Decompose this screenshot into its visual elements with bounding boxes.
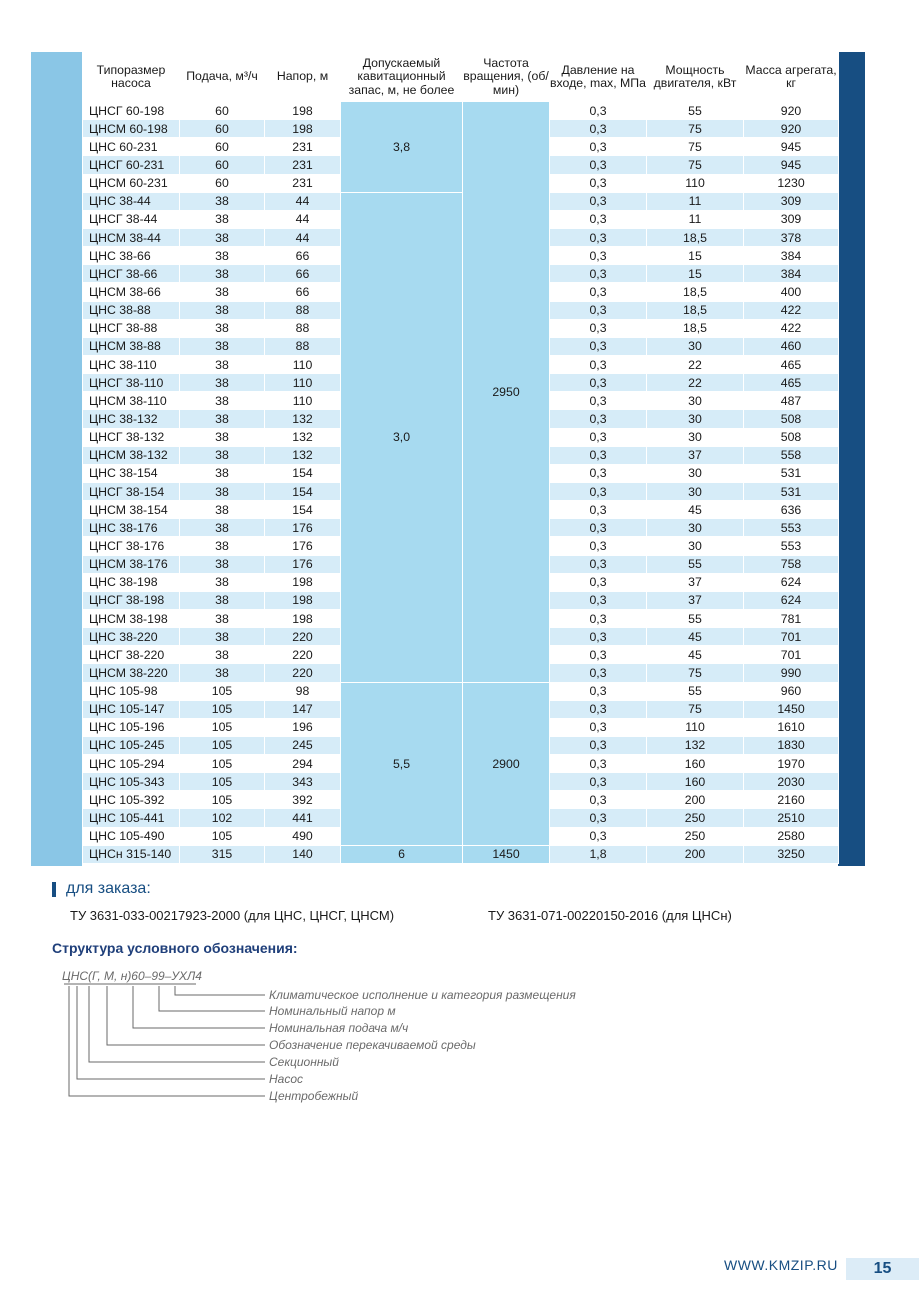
cell-inlet-pressure: 0,3 <box>550 809 647 827</box>
cell-head: 110 <box>265 392 341 410</box>
cell-model: ЦНС 105-294 <box>83 755 180 773</box>
cell-motor-power: 18,5 <box>647 301 744 319</box>
cell-model: ЦНСГ 38-198 <box>83 591 180 609</box>
spec-reference-2: ТУ 3631-071-00220150-2016 (для ЦНСн) <box>488 908 732 923</box>
cell-motor-power: 18,5 <box>647 228 744 246</box>
structure-item: Центробежный <box>269 1089 359 1103</box>
cell-flow: 105 <box>180 791 265 809</box>
cell-inlet-pressure: 0,3 <box>550 319 647 337</box>
cell-mass: 624 <box>744 591 839 609</box>
cell-head: 66 <box>265 247 341 265</box>
cell-model: ЦНСМ 38-176 <box>83 555 180 573</box>
cell-mass: 2160 <box>744 791 839 809</box>
cell-model: ЦНС 105-98 <box>83 682 180 700</box>
cell-head: 220 <box>265 646 341 664</box>
cell-motor-power: 18,5 <box>647 283 744 301</box>
cell-motor-power: 15 <box>647 265 744 283</box>
cell-flow: 315 <box>180 845 265 863</box>
cell-mass: 384 <box>744 265 839 283</box>
cell-inlet-pressure: 0,3 <box>550 682 647 700</box>
structure-item: Насос <box>269 1072 304 1086</box>
cell-motor-power: 200 <box>647 791 744 809</box>
cell-motor-power: 11 <box>647 210 744 228</box>
header-motor-power: Мощность двигателя, кВт <box>647 53 744 102</box>
cell-inlet-pressure: 0,3 <box>550 410 647 428</box>
cell-model: ЦНС 38-132 <box>83 410 180 428</box>
cell-inlet-pressure: 0,3 <box>550 138 647 156</box>
cell-flow: 60 <box>180 138 265 156</box>
cell-head: 154 <box>265 501 341 519</box>
cell-model: ЦНСМ 38-88 <box>83 337 180 355</box>
cell-inlet-pressure: 0,3 <box>550 283 647 301</box>
cell-motor-power: 11 <box>647 192 744 210</box>
cell-head: 44 <box>265 192 341 210</box>
structure-item: Номинальный напор м <box>269 1004 396 1018</box>
cell-model: ЦНС 38-88 <box>83 301 180 319</box>
cell-motor-power: 18,5 <box>647 319 744 337</box>
cell-flow: 38 <box>180 519 265 537</box>
cell-mass: 400 <box>744 283 839 301</box>
cell-flow: 38 <box>180 464 265 482</box>
cell-head: 231 <box>265 156 341 174</box>
cell-motor-power: 250 <box>647 809 744 827</box>
cell-motor-power: 55 <box>647 682 744 700</box>
cell-flow: 38 <box>180 337 265 355</box>
cell-model: ЦНСГ 38-154 <box>83 482 180 500</box>
cell-inlet-pressure: 0,3 <box>550 646 647 664</box>
structure-item: Климатическое исполнение и категория размещения <box>269 988 576 1002</box>
cell-flow: 105 <box>180 827 265 845</box>
cell-flow: 38 <box>180 247 265 265</box>
cell-inlet-pressure: 0,3 <box>550 102 647 120</box>
cell-mass: 1830 <box>744 736 839 754</box>
cell-head: 343 <box>265 773 341 791</box>
cell-model: ЦНС 105-147 <box>83 700 180 718</box>
header-head: Напор, м <box>265 53 341 102</box>
cell-model: ЦНС 38-110 <box>83 355 180 373</box>
cell-mass: 1450 <box>744 700 839 718</box>
cell-head: 154 <box>265 482 341 500</box>
cell-npsh: 3,8 <box>341 102 463 193</box>
cell-flow: 38 <box>180 428 265 446</box>
cell-mass: 945 <box>744 138 839 156</box>
cell-flow: 60 <box>180 120 265 138</box>
cell-head: 88 <box>265 319 341 337</box>
cell-mass: 701 <box>744 628 839 646</box>
cell-flow: 38 <box>180 265 265 283</box>
cell-flow: 38 <box>180 609 265 627</box>
cell-mass: 624 <box>744 573 839 591</box>
cell-mass: 508 <box>744 410 839 428</box>
cell-model: ЦНСГ 38-44 <box>83 210 180 228</box>
cell-flow: 60 <box>180 174 265 192</box>
cell-inlet-pressure: 0,3 <box>550 664 647 682</box>
cell-inlet-pressure: 0,3 <box>550 537 647 555</box>
cell-inlet-pressure: 0,3 <box>550 718 647 736</box>
cell-flow: 38 <box>180 228 265 246</box>
cell-inlet-pressure: 0,3 <box>550 827 647 845</box>
cell-flow: 38 <box>180 664 265 682</box>
header-model: Типоразмер насоса <box>83 53 180 102</box>
cell-motor-power: 22 <box>647 355 744 373</box>
cell-motor-power: 22 <box>647 374 744 392</box>
table-row <box>83 102 839 120</box>
website-link[interactable]: WWW.KMZIP.RU <box>724 1257 838 1273</box>
cell-mass: 422 <box>744 301 839 319</box>
cell-model: ЦНСМ 38-110 <box>83 392 180 410</box>
cell-head: 176 <box>265 537 341 555</box>
cell-flow: 105 <box>180 755 265 773</box>
cell-mass: 781 <box>744 609 839 627</box>
cell-mass: 531 <box>744 464 839 482</box>
cell-inlet-pressure: 0,3 <box>550 174 647 192</box>
cell-inlet-pressure: 0,3 <box>550 482 647 500</box>
cell-motor-power: 75 <box>647 664 744 682</box>
header-rpm: Частота вращения, (об/мин) <box>463 53 550 102</box>
cell-motor-power: 250 <box>647 827 744 845</box>
cell-inlet-pressure: 0,3 <box>550 464 647 482</box>
cell-mass: 3250 <box>744 845 839 863</box>
cell-model: ЦНС 105-196 <box>83 718 180 736</box>
cell-head: 66 <box>265 265 341 283</box>
cell-mass: 378 <box>744 228 839 246</box>
cell-mass: 920 <box>744 102 839 120</box>
cell-inlet-pressure: 0,3 <box>550 210 647 228</box>
structure-item: Номинальная подача м/ч <box>269 1021 409 1035</box>
cell-head: 132 <box>265 446 341 464</box>
cell-head: 198 <box>265 102 341 120</box>
cell-motor-power: 75 <box>647 156 744 174</box>
cell-mass: 558 <box>744 446 839 464</box>
cell-motor-power: 110 <box>647 718 744 736</box>
cell-motor-power: 75 <box>647 120 744 138</box>
cell-model: ЦНСМ 38-198 <box>83 609 180 627</box>
cell-rpm: 1450 <box>463 845 550 863</box>
cell-mass: 508 <box>744 428 839 446</box>
cell-head: 110 <box>265 374 341 392</box>
cell-mass: 553 <box>744 537 839 555</box>
cell-motor-power: 160 <box>647 755 744 773</box>
cell-mass: 960 <box>744 682 839 700</box>
cell-model: ЦНС 38-220 <box>83 628 180 646</box>
cell-npsh: 3,0 <box>341 192 463 682</box>
cell-mass: 531 <box>744 482 839 500</box>
cell-model: ЦНС 38-176 <box>83 519 180 537</box>
cell-model: ЦНСМ 38-44 <box>83 228 180 246</box>
cell-inlet-pressure: 0,3 <box>550 428 647 446</box>
table-row <box>83 845 839 863</box>
cell-model: ЦНС 38-44 <box>83 192 180 210</box>
header-npsh: Допускаемый кавитационный запас, м, не более <box>341 53 463 102</box>
cell-model: ЦНСГ 38-110 <box>83 374 180 392</box>
cell-head: 220 <box>265 664 341 682</box>
cell-model: ЦНС 38-198 <box>83 573 180 591</box>
cell-motor-power: 55 <box>647 102 744 120</box>
cell-head: 245 <box>265 736 341 754</box>
cell-motor-power: 37 <box>647 573 744 591</box>
leader-lines <box>69 986 265 1096</box>
page-number: 15 <box>846 1258 919 1280</box>
cell-motor-power: 30 <box>647 519 744 537</box>
cell-motor-power: 75 <box>647 700 744 718</box>
spec-reference-1: ТУ 3631-033-00217923-2000 (для ЦНС, ЦНСГ, ЦНСМ) <box>70 908 395 923</box>
cell-inlet-pressure: 0,3 <box>550 573 647 591</box>
cell-head: 154 <box>265 464 341 482</box>
cell-model: ЦНСМ 60-231 <box>83 174 180 192</box>
cell-mass: 2510 <box>744 809 839 827</box>
cell-model: ЦНС 105-490 <box>83 827 180 845</box>
cell-inlet-pressure: 0,3 <box>550 337 647 355</box>
cell-motor-power: 110 <box>647 174 744 192</box>
cell-model: ЦНС 105-343 <box>83 773 180 791</box>
cell-motor-power: 160 <box>647 773 744 791</box>
cell-flow: 38 <box>180 573 265 591</box>
cell-head: 132 <box>265 410 341 428</box>
cell-model: ЦНСГ 60-198 <box>83 102 180 120</box>
cell-model: ЦНС 105-245 <box>83 736 180 754</box>
cell-inlet-pressure: 1,8 <box>550 845 647 863</box>
cell-motor-power: 37 <box>647 446 744 464</box>
cell-head: 147 <box>265 700 341 718</box>
cell-head: 490 <box>265 827 341 845</box>
cell-head: 140 <box>265 845 341 863</box>
cell-motor-power: 45 <box>647 628 744 646</box>
cell-mass: 384 <box>744 247 839 265</box>
cell-head: 132 <box>265 428 341 446</box>
cell-flow: 38 <box>180 374 265 392</box>
cell-mass: 920 <box>744 120 839 138</box>
cell-inlet-pressure: 0,3 <box>550 247 647 265</box>
cell-mass: 422 <box>744 319 839 337</box>
cell-motor-power: 30 <box>647 537 744 555</box>
cell-model: ЦНС 60-231 <box>83 138 180 156</box>
cell-model: ЦНСГ 38-66 <box>83 265 180 283</box>
cell-rpm: 2950 <box>463 102 550 683</box>
cell-head: 176 <box>265 519 341 537</box>
cell-motor-power: 132 <box>647 736 744 754</box>
cell-model: ЦНСМ 38-66 <box>83 283 180 301</box>
cell-flow: 38 <box>180 501 265 519</box>
cell-mass: 701 <box>744 646 839 664</box>
cell-model: ЦНСМ 38-220 <box>83 664 180 682</box>
cell-motor-power: 30 <box>647 428 744 446</box>
cell-flow: 38 <box>180 555 265 573</box>
cell-flow: 60 <box>180 156 265 174</box>
order-label: для заказа: <box>66 880 151 897</box>
cell-motor-power: 15 <box>647 247 744 265</box>
cell-flow: 38 <box>180 537 265 555</box>
header-flow: Подача, м³/ч <box>180 53 265 102</box>
cell-inlet-pressure: 0,3 <box>550 628 647 646</box>
cell-mass: 945 <box>744 156 839 174</box>
cell-mass: 636 <box>744 501 839 519</box>
cell-motor-power: 30 <box>647 482 744 500</box>
cell-mass: 1610 <box>744 718 839 736</box>
cell-inlet-pressure: 0,3 <box>550 156 647 174</box>
cell-head: 392 <box>265 791 341 809</box>
cell-inlet-pressure: 0,3 <box>550 791 647 809</box>
cell-motor-power: 30 <box>647 464 744 482</box>
cell-inlet-pressure: 0,3 <box>550 773 647 791</box>
cell-head: 441 <box>265 809 341 827</box>
cell-flow: 60 <box>180 102 265 120</box>
cell-flow: 38 <box>180 283 265 301</box>
cell-flow: 105 <box>180 773 265 791</box>
cell-flow: 105 <box>180 718 265 736</box>
cell-head: 88 <box>265 301 341 319</box>
cell-head: 44 <box>265 210 341 228</box>
designation-code: ЦНС(Г, М, н)60–99–УХЛ4 <box>62 969 202 983</box>
cell-head: 198 <box>265 591 341 609</box>
cell-flow: 105 <box>180 700 265 718</box>
cell-motor-power: 45 <box>647 646 744 664</box>
cell-inlet-pressure: 0,3 <box>550 501 647 519</box>
cell-head: 198 <box>265 573 341 591</box>
cell-head: 198 <box>265 120 341 138</box>
cell-motor-power: 30 <box>647 337 744 355</box>
cell-flow: 38 <box>180 210 265 228</box>
cell-head: 44 <box>265 228 341 246</box>
cell-head: 110 <box>265 355 341 373</box>
table-row <box>83 682 839 700</box>
order-marker <box>52 882 56 897</box>
cell-inlet-pressure: 0,3 <box>550 446 647 464</box>
table-row <box>83 192 839 210</box>
cell-inlet-pressure: 0,3 <box>550 755 647 773</box>
table-body <box>83 102 839 864</box>
cell-flow: 38 <box>180 192 265 210</box>
cell-flow: 38 <box>180 301 265 319</box>
cell-model: ЦНСМ 38-154 <box>83 501 180 519</box>
cell-mass: 2030 <box>744 773 839 791</box>
cell-inlet-pressure: 0,3 <box>550 355 647 373</box>
left-color-band <box>31 52 82 866</box>
cell-head: 220 <box>265 628 341 646</box>
cell-flow: 102 <box>180 809 265 827</box>
structure-item: Секционный <box>269 1055 339 1069</box>
cell-head: 231 <box>265 138 341 156</box>
cell-inlet-pressure: 0,3 <box>550 265 647 283</box>
designation-diagram <box>60 964 620 1114</box>
cell-inlet-pressure: 0,3 <box>550 120 647 138</box>
cell-inlet-pressure: 0,3 <box>550 609 647 627</box>
cell-mass: 758 <box>744 555 839 573</box>
cell-flow: 38 <box>180 591 265 609</box>
cell-head: 176 <box>265 555 341 573</box>
cell-model: ЦНСн 315-140 <box>83 845 180 863</box>
cell-head: 231 <box>265 174 341 192</box>
cell-inlet-pressure: 0,3 <box>550 192 647 210</box>
cell-model: ЦНСГ 60-231 <box>83 156 180 174</box>
cell-mass: 990 <box>744 664 839 682</box>
cell-mass: 2580 <box>744 827 839 845</box>
cell-inlet-pressure: 0,3 <box>550 700 647 718</box>
cell-head: 294 <box>265 755 341 773</box>
cell-npsh: 6 <box>341 845 463 863</box>
cell-flow: 38 <box>180 446 265 464</box>
cell-npsh: 5,5 <box>341 682 463 845</box>
cell-model: ЦНС 105-392 <box>83 791 180 809</box>
cell-inlet-pressure: 0,3 <box>550 591 647 609</box>
structure-item: Обозначение перекачиваемой среды <box>269 1038 476 1052</box>
cell-head: 66 <box>265 283 341 301</box>
table-header-row <box>83 53 839 102</box>
cell-inlet-pressure: 0,3 <box>550 228 647 246</box>
cell-motor-power: 55 <box>647 609 744 627</box>
cell-mass: 309 <box>744 192 839 210</box>
cell-mass: 465 <box>744 374 839 392</box>
cell-inlet-pressure: 0,3 <box>550 519 647 537</box>
cell-flow: 105 <box>180 736 265 754</box>
cell-flow: 38 <box>180 392 265 410</box>
cell-inlet-pressure: 0,3 <box>550 392 647 410</box>
cell-flow: 38 <box>180 410 265 428</box>
cell-mass: 460 <box>744 337 839 355</box>
cell-motor-power: 75 <box>647 138 744 156</box>
right-color-band <box>838 52 865 866</box>
cell-inlet-pressure: 0,3 <box>550 555 647 573</box>
cell-rpm: 2900 <box>463 682 550 845</box>
pump-spec-table <box>82 52 839 864</box>
cell-flow: 38 <box>180 355 265 373</box>
cell-model: ЦНС 38-154 <box>83 464 180 482</box>
cell-motor-power: 200 <box>647 845 744 863</box>
cell-model: ЦНСМ 60-198 <box>83 120 180 138</box>
cell-model: ЦНСГ 38-132 <box>83 428 180 446</box>
cell-mass: 487 <box>744 392 839 410</box>
cell-flow: 38 <box>180 646 265 664</box>
cell-head: 198 <box>265 609 341 627</box>
cell-motor-power: 45 <box>647 501 744 519</box>
cell-mass: 465 <box>744 355 839 373</box>
cell-mass: 309 <box>744 210 839 228</box>
cell-flow: 38 <box>180 628 265 646</box>
cell-flow: 105 <box>180 682 265 700</box>
cell-model: ЦНС 105-441 <box>83 809 180 827</box>
header-mass: Масса агрегата, кг <box>744 53 839 102</box>
cell-model: ЦНСГ 38-220 <box>83 646 180 664</box>
cell-motor-power: 55 <box>647 555 744 573</box>
cell-motor-power: 37 <box>647 591 744 609</box>
cell-flow: 38 <box>180 482 265 500</box>
structure-title: Структура условного обозначения: <box>52 940 298 956</box>
cell-head: 88 <box>265 337 341 355</box>
cell-mass: 553 <box>744 519 839 537</box>
cell-head: 196 <box>265 718 341 736</box>
header-inlet-pressure: Давление на входе, max, МПа <box>550 53 647 102</box>
cell-mass: 1970 <box>744 755 839 773</box>
cell-inlet-pressure: 0,3 <box>550 301 647 319</box>
cell-inlet-pressure: 0,3 <box>550 736 647 754</box>
cell-model: ЦНСГ 38-176 <box>83 537 180 555</box>
cell-model: ЦНСГ 38-88 <box>83 319 180 337</box>
cell-motor-power: 30 <box>647 410 744 428</box>
cell-mass: 1230 <box>744 174 839 192</box>
cell-motor-power: 30 <box>647 392 744 410</box>
cell-flow: 38 <box>180 319 265 337</box>
cell-model: ЦНСМ 38-132 <box>83 446 180 464</box>
cell-inlet-pressure: 0,3 <box>550 374 647 392</box>
cell-model: ЦНС 38-66 <box>83 247 180 265</box>
cell-head: 98 <box>265 682 341 700</box>
